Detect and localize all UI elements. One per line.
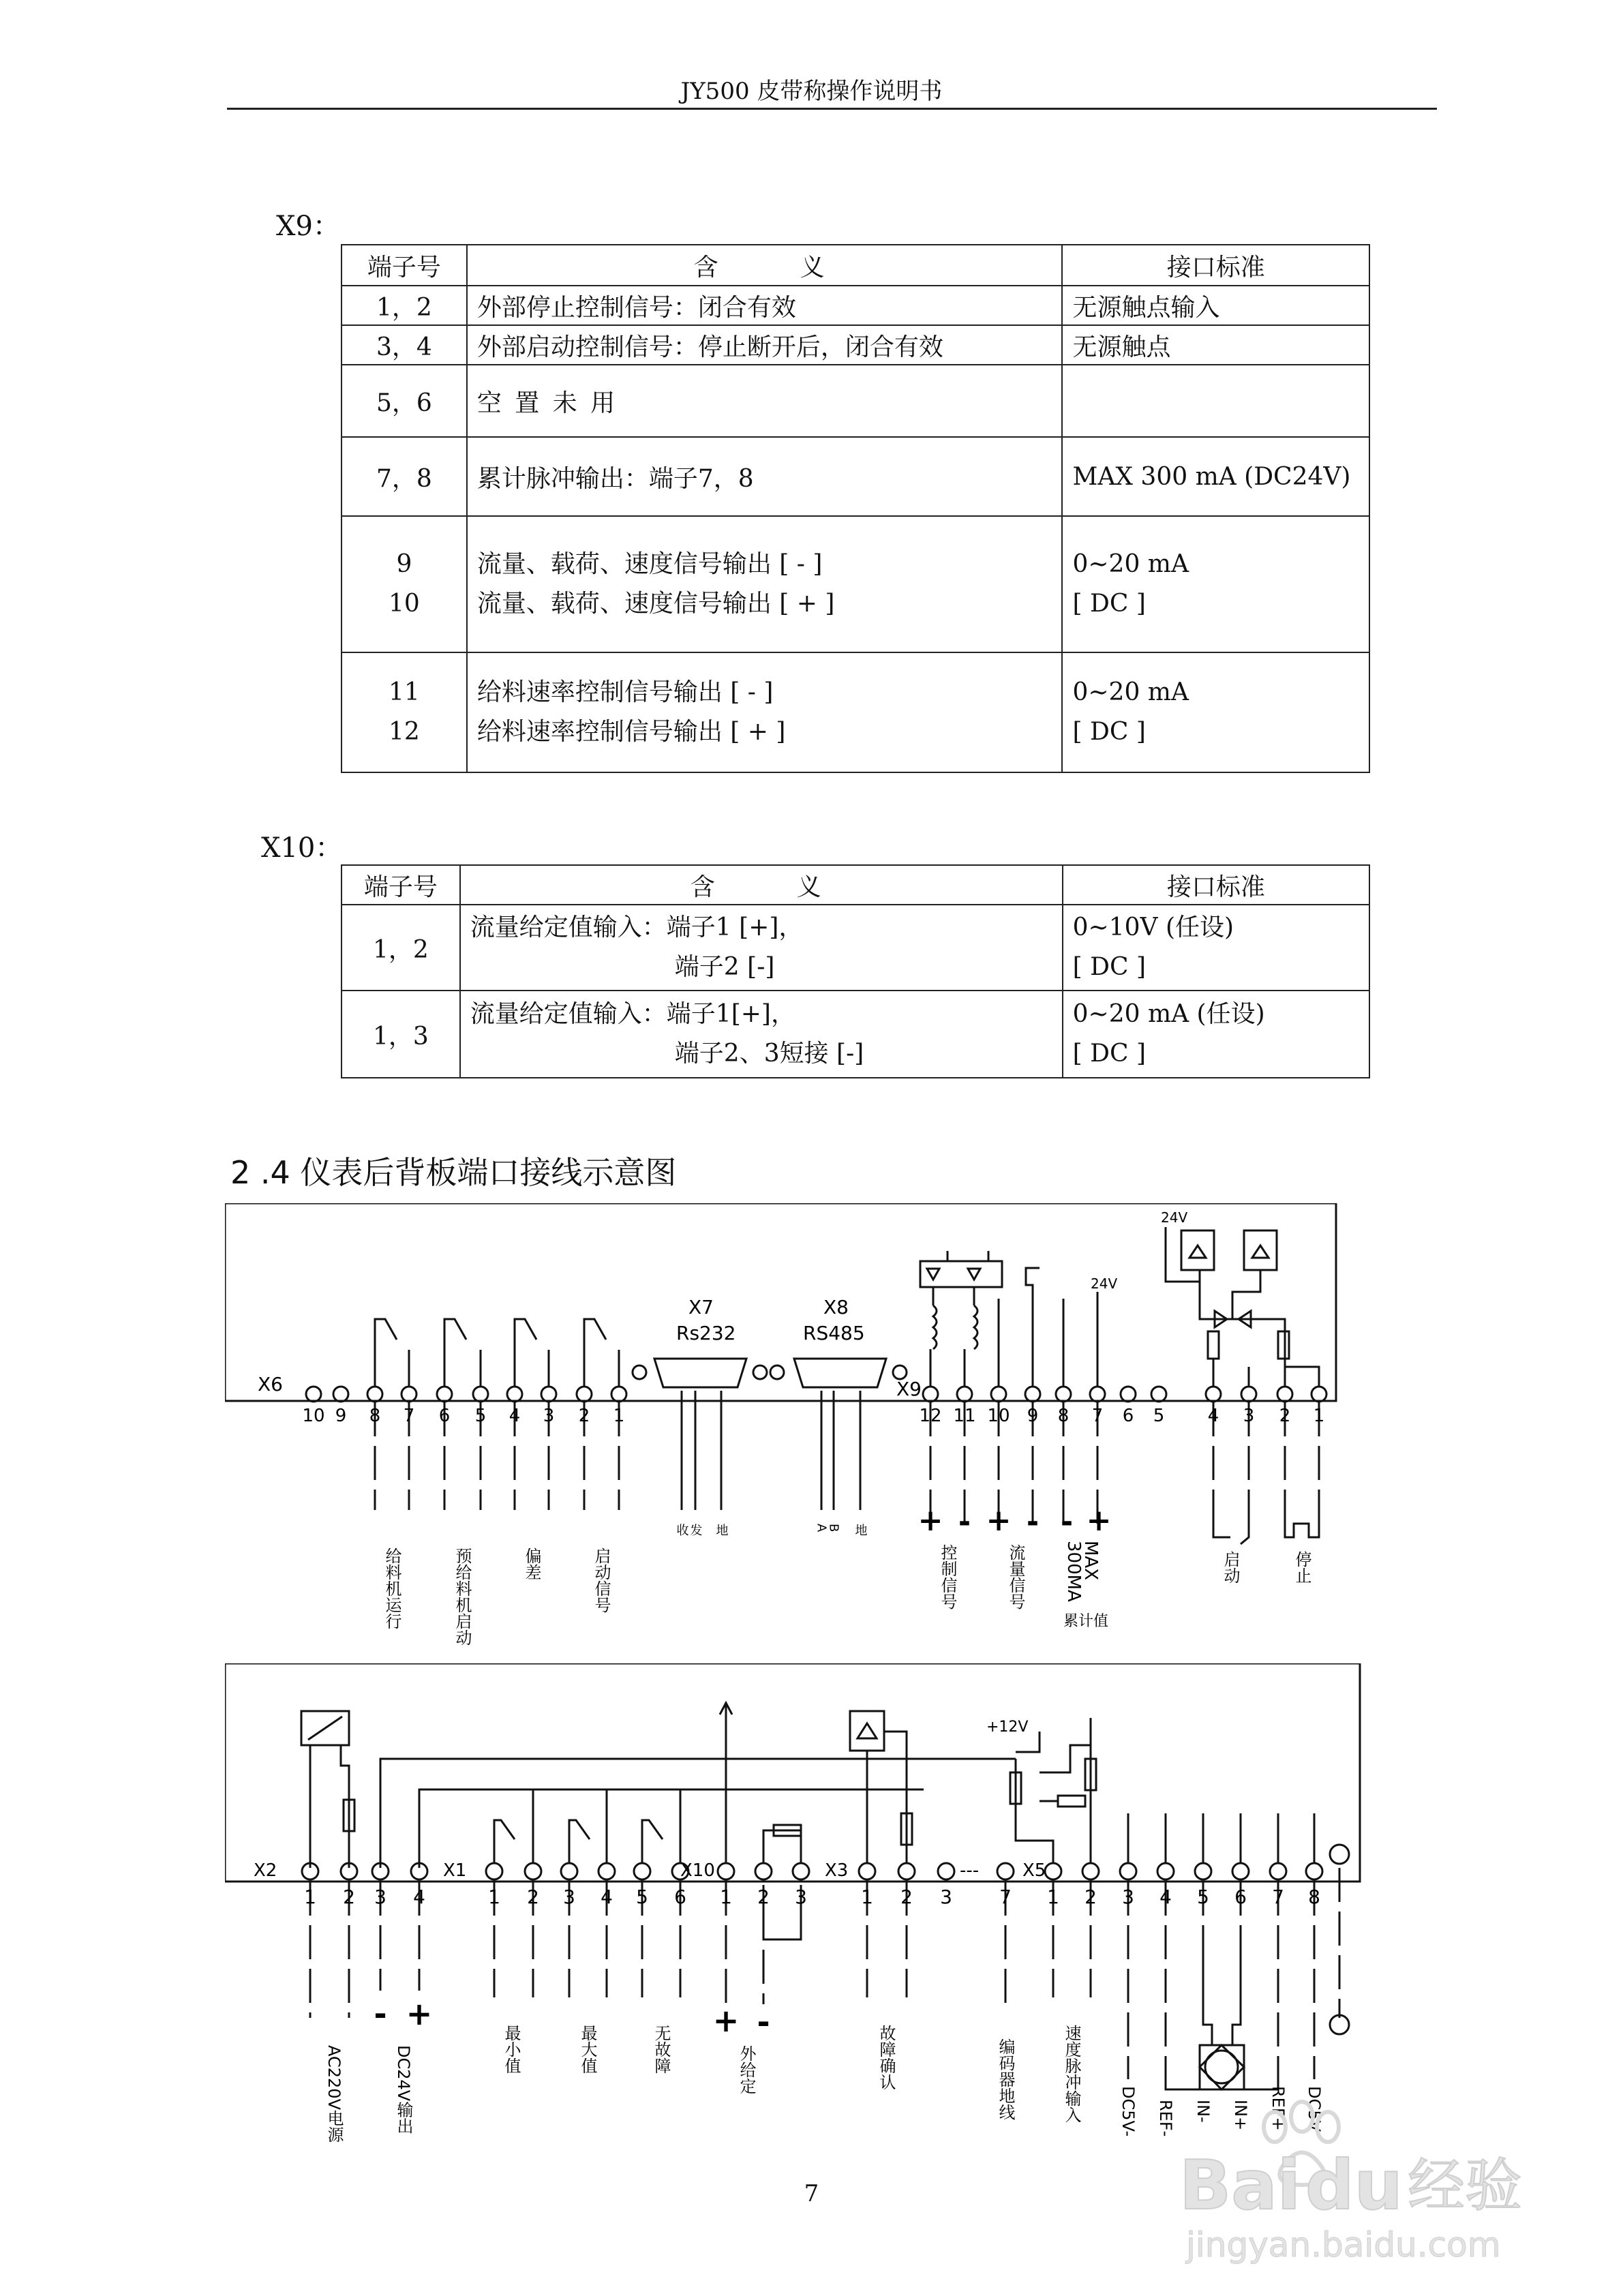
meaning-line: 流量、载荷、速度信号输出 [ + ]: [476, 590, 835, 618]
x7-db9-connector: [633, 1359, 767, 1510]
x9-terminal-number: 4: [1207, 1406, 1219, 1426]
standard-line: [ DC ]: [1072, 590, 1146, 618]
x6-terminal-number: 3: [543, 1406, 555, 1426]
x7-sub-label: Rs232: [676, 1322, 736, 1344]
x10-terminal-number: 2: [757, 1886, 770, 1908]
signal-label: B: [826, 1524, 841, 1532]
standard-cell: MAX 300 mA (DC24V): [1062, 437, 1369, 516]
x2-terminal-circles: [302, 1863, 427, 1879]
signal-label: 最小值: [502, 2025, 521, 2074]
x9-current-outputs: [920, 1251, 1040, 1386]
standard-cell: [1063, 905, 1369, 991]
signal-label: 速度脉冲输入: [1062, 2025, 1081, 2123]
signal-label: DC5V: [1305, 2086, 1324, 2132]
terminal-cell: 1，3: [342, 991, 460, 1078]
terminal-cell: 1，2: [342, 286, 467, 325]
x9-terminal-number: 8: [1057, 1406, 1070, 1426]
header-rule: [227, 108, 1437, 110]
x9-terminal-circles: [923, 1387, 1326, 1402]
rear-panel-diagram-top: [225, 1203, 1370, 1680]
x3-label: X3: [825, 1860, 849, 1881]
signal-label: 累计值: [1063, 1613, 1109, 1630]
start-stop-buttons: [1213, 1517, 1319, 1544]
signal-label: REF+: [1269, 2086, 1288, 2131]
x6-terminal-number: 8: [369, 1406, 381, 1426]
x5-terminal-number: 4: [1159, 1886, 1172, 1908]
x9-terminal-number: 10: [987, 1406, 1010, 1426]
signal-label: 地: [853, 1524, 868, 1536]
x9-header-row: [342, 245, 1369, 286]
x10-terminal-number: 3: [795, 1886, 807, 1908]
x8-label: X8: [823, 1296, 849, 1318]
standard-line: 0~20 mA (任设): [1072, 1000, 1265, 1028]
x9-terminal-number: 7: [1091, 1406, 1104, 1426]
x9-label: X9：: [276, 211, 340, 242]
signal-label: 启动信号: [592, 1547, 611, 1613]
meaning-cell: [467, 652, 1063, 772]
meaning-line: 给料速率控制信号输出 [ - ]: [476, 678, 774, 706]
standard-cell: [1062, 652, 1369, 772]
x1-terminal-number: 4: [601, 1886, 613, 1908]
x6-terminal-number: 9: [335, 1406, 347, 1426]
x10-label: X10: [680, 1860, 715, 1881]
terminal-cell: 5，6: [342, 365, 467, 437]
supply-label: 24V: [1161, 1209, 1188, 1226]
standard-cell: [1063, 991, 1369, 1078]
x6-terminal-number: 4: [509, 1406, 521, 1426]
table-row: [342, 437, 1369, 516]
meaning-line: 流量给定值输入：端子1 [+]，: [470, 913, 804, 941]
panel-outline: [225, 1203, 1336, 1401]
standard-cell: [1062, 365, 1369, 437]
terminal-line: 9: [396, 550, 412, 578]
x6-terminal-number: 10: [302, 1406, 325, 1426]
signal-label: AC220V电源: [324, 2045, 344, 2143]
x10-label: X10：: [261, 832, 343, 864]
x1-terminal-number: 3: [563, 1886, 575, 1908]
panel-outline: [225, 1663, 1360, 1882]
page-number: 7: [804, 2180, 819, 2207]
signal-label: A: [814, 1524, 829, 1532]
x5-terminal-number: 1: [1047, 1886, 1059, 1908]
x1-relay-contacts: [486, 1789, 688, 1879]
terminal-cell: [342, 652, 467, 772]
x3-terminal-number: 7: [999, 1886, 1012, 1908]
x9-terminal-number: 2: [1279, 1406, 1291, 1426]
meaning-cell: 外部启动控制信号：停止断开后，闭合有效: [467, 325, 1063, 365]
signal-label: MAX: [1080, 1541, 1101, 1581]
signal-label: IN+: [1231, 2100, 1250, 2131]
x3-fault-circuit: [850, 1711, 1014, 1879]
meaning-line: 端子2 [-]: [674, 953, 775, 981]
x2-terminal-number: 4: [413, 1886, 425, 1908]
x9-optocouplers: [1166, 1227, 1319, 1386]
x3-terminal-number: 1: [861, 1886, 873, 1908]
x6-terminal-number: 1: [613, 1406, 625, 1426]
x1-label: X1: [443, 1860, 467, 1881]
polarity-mark: +: [406, 1995, 433, 2032]
x2-terminal-number: 2: [343, 1886, 355, 1908]
x1-terminal-number: 5: [636, 1886, 648, 1908]
baidu-jingyan-watermark: [1172, 2079, 1554, 2270]
x5-terminal-number: 7: [1272, 1886, 1284, 1908]
x10-col-standard: 接口标准: [1063, 865, 1369, 905]
polarity-mark: -: [1060, 1505, 1074, 1539]
x5-encoder-circuit: [1010, 1718, 1349, 1879]
standard-cell: [1062, 516, 1369, 652]
x8-sub-label: RS485: [803, 1322, 865, 1344]
header-title: JY500 皮带称操作说明书: [680, 78, 943, 105]
x10-terminal-number: 1: [720, 1886, 732, 1908]
ground-terminal: [1330, 2015, 1349, 2034]
standard-line: [ DC ]: [1072, 718, 1146, 746]
x9-col-terminal: 端子号: [342, 245, 467, 286]
supply-label: 24V: [1091, 1275, 1118, 1292]
signal-label: 无故障: [652, 2025, 671, 2074]
polarity-mark: +: [917, 1503, 943, 1538]
watermark-url: jingyan.baidu.com: [1186, 2225, 1501, 2265]
standard-line: 0~20 mA: [1072, 678, 1189, 706]
section-heading: 2 .4 仪表后背板端口接线示意图: [230, 1154, 677, 1191]
x8-db9-connector: [770, 1359, 907, 1510]
standard-line: 0~10V (任设): [1072, 913, 1234, 941]
x7-label: X7: [688, 1296, 714, 1318]
x5-label: X5: [1022, 1860, 1046, 1881]
x10-col-meaning: 含 义: [460, 865, 1063, 905]
signal-label: 300MA: [1063, 1541, 1084, 1602]
x5-terminal-number: 2: [1084, 1886, 1097, 1908]
meaning-line: 流量给定值输入：端子1[+]，: [470, 1000, 795, 1028]
x9-col-meaning: 含 义: [467, 245, 1063, 286]
x2-label: X2: [254, 1860, 277, 1881]
x9-terminal-number: 1: [1313, 1406, 1325, 1426]
standard-line: [ DC ]: [1072, 953, 1147, 981]
terminal-line: 12: [389, 718, 420, 746]
signal-label: 流量信号: [1006, 1544, 1025, 1610]
polarity-mark: +: [712, 2002, 740, 2039]
x3-terminal-number: 2: [900, 1886, 913, 1908]
signal-label: 停止: [1292, 1551, 1311, 1584]
x9-terminal-number: 11: [953, 1406, 976, 1426]
x10-header-row: [342, 865, 1369, 905]
signal-label: DC24V输出: [394, 2045, 413, 2134]
x6-label: X6: [258, 1373, 283, 1395]
x9-terminal-number: 6: [1122, 1406, 1134, 1426]
table-row: [342, 652, 1369, 772]
meaning-line: 端子2、3短接 [-]: [674, 1040, 864, 1068]
meaning-line: 给料速率控制信号输出 [ + ]: [476, 718, 786, 746]
x2-terminal-number: 1: [304, 1886, 316, 1908]
signal-label: 控制信号: [938, 1544, 957, 1610]
watermark-brand-2: du: [1305, 2145, 1403, 2225]
table-row: [342, 516, 1369, 652]
polarity-mark: -: [757, 2004, 770, 2040]
x9-terminal-number: 5: [1153, 1406, 1165, 1426]
polarity-mark: +: [1086, 1503, 1112, 1538]
x5-terminal-number: 5: [1197, 1886, 1209, 1908]
meaning-cell: 空 置 未 用: [467, 365, 1063, 437]
x9-terminal-number: 12: [919, 1406, 942, 1426]
x6-terminal-number: 2: [578, 1406, 590, 1426]
meaning-cell: [460, 991, 1063, 1078]
terminal-cell: 1，2: [342, 905, 460, 991]
signal-label: 给料机运行: [382, 1547, 401, 1629]
x5-terminal-number: 3: [1122, 1886, 1134, 1908]
x1-terminal-number: 2: [527, 1886, 539, 1908]
x9-col-standard: 接口标准: [1062, 245, 1369, 286]
watermark-brand: Bai: [1179, 2145, 1301, 2225]
bottom-wires: [310, 1868, 1339, 2079]
signal-label: 编码器地线: [996, 2038, 1015, 2120]
x5-terminal-number: 6: [1234, 1886, 1247, 1908]
signal-label: 偏差: [522, 1547, 541, 1580]
terminal-line: 10: [389, 590, 420, 618]
table-row: [342, 286, 1369, 325]
plus12-label: +12V: [986, 1719, 1029, 1736]
x9-terminal-number: 3: [1243, 1406, 1255, 1426]
watermark-cn: 经验: [1408, 2152, 1523, 2219]
x9-label: X9: [896, 1378, 922, 1400]
polarity-mark: -: [1026, 1505, 1040, 1539]
terminal-cell: [342, 516, 467, 652]
signal-label: 地: [714, 1524, 729, 1536]
x1-terminal-number: 6: [674, 1886, 686, 1908]
signal-label: 收: [674, 1524, 689, 1536]
signal-label: 故障确认: [877, 2025, 896, 2090]
standard-cell: 无源触点: [1062, 325, 1369, 365]
signal-label: IN-: [1194, 2100, 1213, 2123]
ellipsis-label: ---: [960, 1860, 980, 1881]
x6-relay-contacts: [375, 1319, 619, 1386]
x3-terminal-number: 3: [940, 1886, 952, 1908]
x9-pulse-output: [1063, 1292, 1097, 1386]
terminal-cell: 7，8: [342, 437, 467, 516]
x10-table: [341, 864, 1370, 1078]
x6-terminal-number: 5: [474, 1406, 487, 1426]
terminal-cell: 3，4: [342, 325, 467, 365]
standard-line: [ DC ]: [1072, 1040, 1147, 1068]
signal-label: 预给料机启动: [453, 1547, 472, 1646]
x6-terminal-circles: [306, 1387, 626, 1402]
table-row: [342, 905, 1369, 991]
x9-table: [341, 244, 1370, 773]
terminal-line: 11: [389, 678, 420, 706]
x5-terminal-number: 8: [1308, 1886, 1320, 1908]
x10-col-terminal: 端子号: [342, 865, 460, 905]
table-row: [342, 325, 1369, 365]
signal-label: 启动: [1221, 1551, 1240, 1584]
signal-label: 最大值: [578, 2025, 597, 2074]
signal-label: DC5V-: [1119, 2086, 1138, 2137]
polarity-mark: +: [986, 1503, 1012, 1538]
proximity-sensor: [1166, 1957, 1278, 2089]
x2-terminal-number: 3: [374, 1886, 386, 1908]
x6-terminal-number: 7: [403, 1406, 415, 1426]
table-row: [342, 991, 1369, 1078]
signal-label: REF-: [1156, 2100, 1175, 2137]
standard-line: 0~20 mA: [1072, 550, 1189, 578]
meaning-cell: 累计脉冲输出：端子7，8: [467, 437, 1063, 516]
signal-label: 发: [688, 1524, 703, 1536]
signal-label: 外给定: [737, 2045, 756, 2094]
meaning-line: 流量、载荷、速度信号输出 [ - ]: [476, 550, 823, 578]
polarity-mark: -: [374, 1995, 387, 2032]
x1-terminal-number: 1: [488, 1886, 500, 1908]
meaning-cell: 外部停止控制信号：闭合有效: [467, 286, 1063, 325]
meaning-cell: [460, 905, 1063, 991]
x9-terminal-number: 9: [1027, 1406, 1039, 1426]
meaning-cell: [467, 516, 1063, 652]
x6-terminal-number: 6: [438, 1406, 451, 1426]
standard-cell: 无源触点输入: [1062, 286, 1369, 325]
polarity-mark: -: [958, 1505, 971, 1539]
table-row: [342, 365, 1369, 437]
